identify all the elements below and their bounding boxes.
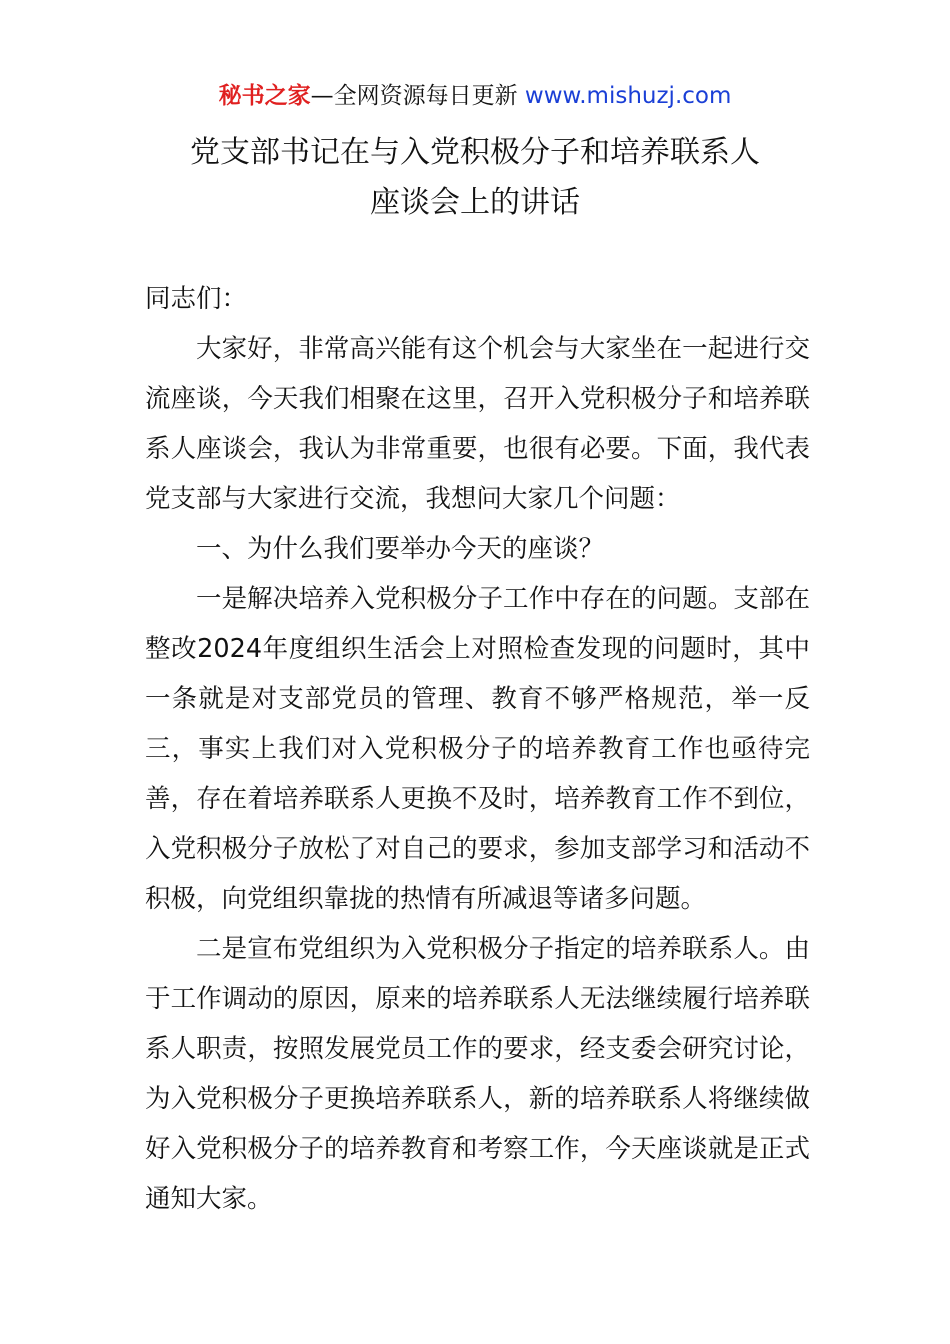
document-body (145, 274, 810, 1224)
paragraph-opening: 大家好，非常高兴能有这个机会与大家坐在一起进行交流座谈，今天我们相聚在这里，召开入党积极分子和培养联系人座谈会，我认为非常重要，也很有必要。下面，我代表党支部与大家进行交流，我想问大家几个问题： (145, 334, 810, 514)
site-header (0, 80, 950, 112)
paragraph-point-2: 二是宣布党组织为入党积极分子指定的培养联系人。由于工作调动的原因，原来的培养联系人无法继续履行培养联系人职责，按照发展党员工作的要求，经支委会研究讨论，为入党积极分子更换培养联系人，新的培养联系人将继续做好入党积极分子的培养教育和考察工作，今天座谈就是正式通知大家。 (145, 934, 810, 1214)
paragraph-point-1: 一是解决培养入党积极分子工作中存在的问题。支部在整改2024年度组织生活会上对照检查发现的问题时，其中一条就是对支部党员的管理、教育不够严格规范，举一反三，事实上我们对入党积极分子的培养教育工作也亟待完善，存在着培养联系人更换不及时，培养教育工作不到位，入党积极分子放松了对自己的要求，参加支部学习和活动不积极，向党组织靠拢的热情有所减退等诸多问题。 (145, 584, 810, 914)
title-line-2: 座谈会上的讲话 (370, 185, 580, 220)
site-url-link[interactable]: www.mishuzj.com (524, 83, 732, 109)
header-tagline: —全网资源每日更新 (310, 83, 525, 109)
section-heading-1: 一、为什么我们要举办今天的座谈？ (196, 534, 605, 564)
document-title (0, 128, 950, 228)
salutation: 同志们： (145, 284, 248, 314)
title-line-1: 党支部书记在与入党积极分子和培养联系人 (190, 135, 760, 170)
brand-name: 秘书之家 (218, 83, 311, 109)
